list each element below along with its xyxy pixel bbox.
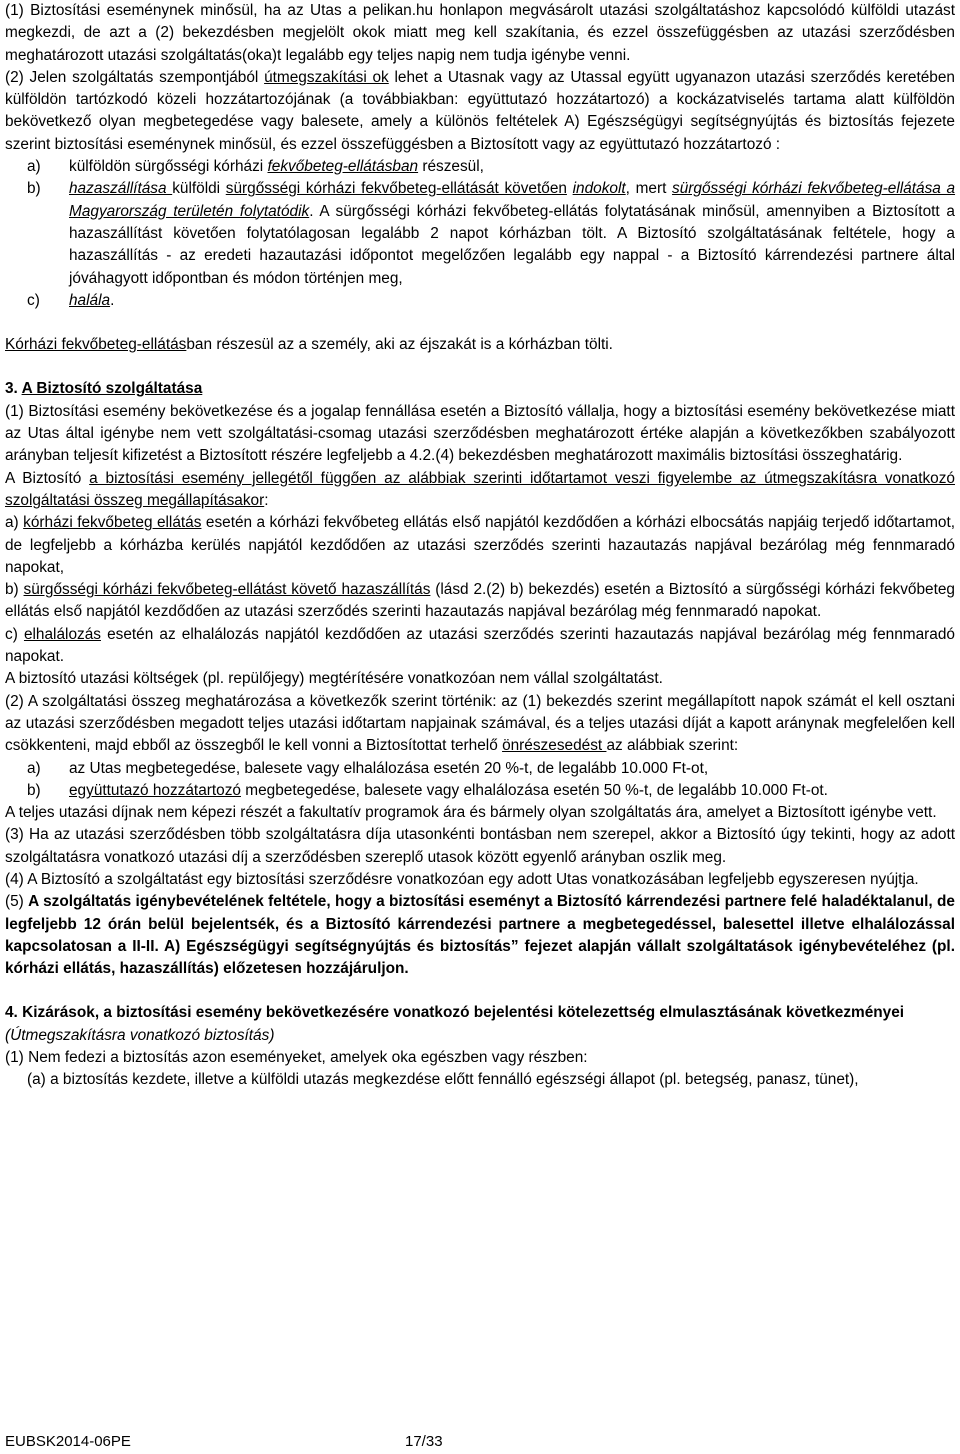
section-3-paragraph-4: (2) A szolgáltatási összeg meghatározása a következők szerint történik: az (1) bekezdés szerint megállapított napok számát el kell osztani az utazási szerződésben megadott teljes utazási időtartam napjainak számával, és a teljes utazási díját a kapott aránynak megfelelően kell csökkenteni, majd ebből az összegből le kell vonni a Biztosítottat terhelő önrészesedést az alábbiak szerint: <box>5 692 955 755</box>
section-4-subtitle: (Útmegszakításra vonatkozó biztosítás) <box>5 1026 275 1044</box>
document-page <box>5 0 955 1092</box>
section-4-paragraph-2: (a) a biztosítás kezdete, illetve a külföldi utazás megkezdése előtt fennálló egészségi állapot (pl. betegség, panasz, tünet), <box>27 1071 859 1089</box>
section-3-paragraph-1: (1) Biztosítási esemény bekövetkezése és a jogalap fennállása esetén a Biztosító vállalja, hogy a biztosítási esemény bekövetkezése miatt az Utas által igénybe nem vett szolgáltatási-csomag utazási szerződésben meghatározott értéke alapján a következőkben szabályozott arányban teljesít kifizetést a Biztosított részére legfeljebb a 4.2.(4) bekezdésben meghatározott maximális biztosítási összeghatárig. <box>5 402 955 465</box>
paragraph-2: (2) Jelen szolgáltatás szempontjából útmegszakítási ok lehet a Utasnak vagy az Utassal együtt ugyanazon utazási szerződés keretében külföldön tartózkodó közeli hozzátartozójának (a továbbiakban: együttutazó hozzátartozó) a kockázatviselés tartama alatt külföldön bekövetkező olyan megbetegedése vagy balesete, amely a különös feltételek A) Egészségügyi segítségnyújtás és biztosítás fejezete szerint biztosítási eseménynek minősül, és ezzel összefüggésben a Biztosított vagy az együttutazó hozzátartozó : <box>5 68 955 153</box>
section-4-heading: 4. Kizárások, a biztosítási esemény bekövetkezésére vonatkozó bejelentési kötelezettség elmulasztásának következményei <box>5 1004 905 1022</box>
list-item-a: a) külföldön sürgősségi kórházi fekvőbeteg-ellátásban részesül, <box>27 158 484 176</box>
section-3-item-b: b) sürgősségi kórházi fekvőbeteg-ellátást követő hazaszállítás (lásd 2.(2) b) bekezdés) esetén a Biztosító a sürgősségi kórházi fekvőbeteg ellátás első napjától kezdődően az utazási szerződés szerinti hazautazás napjával bezárólag még fennmaradó napokat. <box>5 581 955 621</box>
list-item-c: c) halála. <box>27 291 115 309</box>
section-4-paragraph-1: (1) Nem fedezi a biztosítás azon eseményeket, amelyek oka egészben vagy részben: <box>5 1049 588 1067</box>
page-number: 17/33 <box>405 1433 443 1450</box>
section-3-paragraph-7: (4) A Biztosító a szolgáltatást egy biztosítási szerződésre vonatkozóan egy adott Utas vonatkozásában legfeljebb egyszeresen nyújtja. <box>5 870 919 888</box>
definition: Kórházi fekvőbeteg-ellátásban részesül az a személy, aki az éjszakát is a kórházban tölti. <box>5 336 613 354</box>
deductible-item-a: a) az Utas megbetegedése, balesete vagy elhalálozása esetén 20 %-t, de legalább 10.000 Ft-ot, <box>27 759 709 777</box>
section-3-paragraph-2: A Biztosító a biztosítási esemény jellegétől függően az alábbiak szerinti időtartamot veszi figyelembe az útmegszakításra vonatkozó szolgáltatási összeg megállapításakor: <box>5 469 955 509</box>
term-utmegszakitasi-ok: útmegszakítási ok <box>264 68 389 86</box>
section-3-heading: 3. A Biztosító szolgáltatása <box>5 380 203 398</box>
section-3-paragraph-5: A teljes utazási díjnak nem képezi részét a fakultatív programok ára és bármely olyan szolgáltatás ára, amelyet a Biztosított igénybe vett. <box>5 804 937 822</box>
deductible-item-b: b) együttutazó hozzátartozó megbetegedése, balesete vagy elhalálozása esetén 50 %-t, de legalább 10.000 Ft-ot. <box>27 781 828 799</box>
section-3-paragraph-8: (5) A szolgáltatás igénybevételének feltétele, hogy a biztosítási eseményt a Biztosító kárrendezési partnere felé haladéktalanul, de legfeljebb 12 órán belül bejelentsék, és a Biztosító kárrendezési partnere a megbetegedéssel, balesettel illetve elhalálozással kapcsolatosan a II-II. A) Egészségügyi segítségnyújtás és biztosítás” fejezet alapján vállalt szolgáltatások igénybevételéhez (pl. kórházi ellátás, hazaszállítás) előzetesen hozzájáruljon. <box>5 893 955 978</box>
document-code: EUBSK2014-06PE <box>5 1433 131 1450</box>
section-3-paragraph-3: A biztosító utazási költségek (pl. repülőjegy) megtérítésére vonatkozóan nem vállal szolgáltatást. <box>5 670 663 688</box>
section-3-item-c: c) elhalálozás esetén az elhalálozás napjától kezdődően az utazási szerződés szerinti hazautazás napjával bezárólag még fennmaradó napokat. <box>5 625 955 666</box>
section-3-item-a: a) kórházi fekvőbeteg ellátás esetén a kórházi fekvőbeteg ellátás első napjától kezdődően a kórházi elbocsátás napjáig terjedő időtartamot, de legfeljebb a kórházba kerülés napjától kezdődően az utazási szerződés szerinti hazautazás napjával bezárólag még fennmaradó napokat, <box>5 514 955 576</box>
list-item-b: b) hazaszállítása külföldi sürgősségi kórházi fekvőbeteg-ellátását követően indokolt, mert sürgősségi kórházi fekvőbeteg-ellátása a Magyarország területén folytatódik. A sürgősségi kórházi fekvőbeteg-ellátás folytatásának minősül, amennyiben a Biztosított a hazaszállítást követően folytatólagosan legalább 2 napot kórházban tölt. A Biztosító szolgáltatásának feltétele, hogy a hazaszállítás - az eredeti hazautazási időpontot megelőzően legalább egy nappal - a Biztosító kárrendezési partnere által jóváhagyott időpontban és módon történjen meg, <box>27 180 956 287</box>
section-3-paragraph-6: (3) Ha az utazási szerződésben több szolgáltatásra díja utasonkénti bontásban nem szerepel, akkor a Biztosító úgy tekinti, hogy az adott szolgáltatásra vonatkozó utazási díj a szerződésben szereplő utasok között egyenlő arányban oszlik meg. <box>5 826 955 866</box>
paragraph-1: (1) Biztosítási eseménynek minősül, ha az Utas a pelikan.hu honlapon megvásárolt utazási szolgáltatáshoz kapcsolódó külföldi utazást megkezdi, de azt a (2) bekezdésben megjelölt okok miatt meg kell szakítania, és ezzel összefüggésben az utazási szerződésben meghatározott utazási szolgáltatás(oka)t legalább egy teljes napig nem tudja igénybe venni. <box>5 2 955 64</box>
